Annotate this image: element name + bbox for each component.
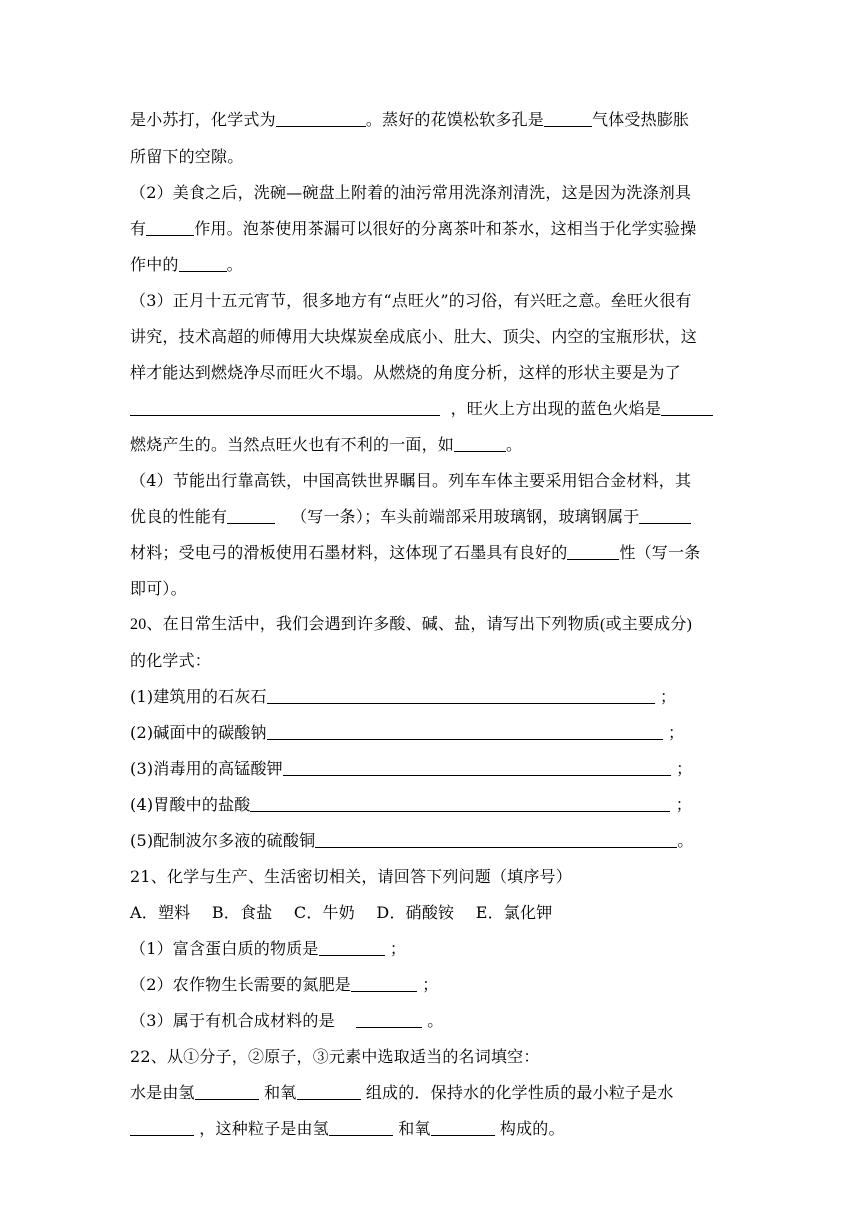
- answer-blank[interactable]: [454, 435, 506, 452]
- answer-blank[interactable]: [297, 1083, 361, 1100]
- answer-blank[interactable]: [267, 723, 663, 740]
- q19-text: 样才能达到燃烧净尽而旺火不塌。从燃烧的角度分析，这样的形状主要是为了: [130, 363, 681, 382]
- q20-item-end: 。: [677, 831, 694, 850]
- q19-text: 是小苏打，化学式为: [130, 110, 276, 129]
- answer-blank[interactable]: [283, 759, 671, 776]
- q20-item-4: [130, 794, 740, 816]
- q20-item-2: [130, 722, 740, 744]
- q21-sub-3: [130, 1010, 740, 1032]
- q22-text: 构成的。: [499, 1119, 565, 1138]
- answer-blank[interactable]: [227, 507, 275, 524]
- q19-part4-line-2: [130, 506, 740, 528]
- q20-item-end: ；: [675, 795, 692, 814]
- q20-item-label: (3)消毒用的高锰酸钾: [130, 759, 283, 778]
- answer-blank[interactable]: [276, 110, 366, 127]
- q20-title-line-2: [130, 650, 740, 672]
- q19-line-2: [130, 146, 740, 168]
- q22-title: [130, 1046, 740, 1068]
- q21-sub-2: [130, 974, 740, 996]
- q20-item-end: ；: [659, 687, 677, 706]
- q19-part3-line-2: [130, 326, 740, 348]
- q19-part2-line-2: [130, 218, 740, 240]
- q20-item-label: (4)胃酸中的盐酸: [130, 795, 251, 814]
- q20-item-label: (5)配制波尔多液的硫酸铜: [130, 831, 316, 850]
- q22-line-1: [130, 1082, 740, 1104]
- q19-text: （写一条）；车头前端部采用玻璃钢，玻璃钢属于: [291, 507, 640, 526]
- q22-text: 组成的．保持水的化学性质的最小粒子是水: [365, 1083, 674, 1102]
- q21-text: （3）属于有机合成材料的是: [130, 1011, 335, 1030]
- q21-text: ；: [389, 939, 407, 958]
- q19-text: ，旺火上方出现的蓝色火焰是: [450, 399, 662, 418]
- q19-part3-line-3: [130, 362, 740, 384]
- q19-text: 优良的性能有: [130, 507, 228, 526]
- q19-text: 即可）。: [130, 579, 187, 598]
- answer-blank[interactable]: [315, 831, 677, 848]
- q22-text: 和氧: [398, 1119, 431, 1138]
- q19-text: 。: [506, 435, 523, 454]
- answer-blank[interactable]: [351, 975, 417, 992]
- q19-text: 。: [226, 255, 243, 274]
- q19-part3-line-4: [130, 398, 740, 420]
- q21-options-text: A．塑料 B．食盐 C．牛奶 D．硝酸铵 E．氯化钾: [130, 903, 553, 922]
- q20-text: 的化学式：: [130, 651, 212, 670]
- q19-text: （4）节能出行靠高铁，中国高铁世界瞩目。列车车体主要采用铝合金材料，其: [130, 471, 692, 490]
- answer-blank[interactable]: [267, 687, 655, 704]
- q19-text: 材料；受电弓的滑板使用石墨材料，这体现了石墨具有良好的: [130, 543, 568, 562]
- q19-part3-line-5: [130, 434, 740, 456]
- q19-text: （2）美食之后，洗碗—碗盘上附着的油污常用洗涤剂清洗，这是因为洗涤剂具: [130, 183, 692, 202]
- answer-blank[interactable]: [319, 939, 385, 956]
- q19-text: 作用。泡茶使用茶漏可以很好的分离茶叶和茶水，这相当于化学实验操: [194, 219, 697, 238]
- answer-blank[interactable]: [544, 110, 592, 127]
- q19-part4-line-3: [130, 542, 740, 564]
- q19-part4-line-1: [130, 470, 740, 492]
- q21-sub-1: [130, 938, 740, 960]
- q19-part2-line-1: [130, 182, 740, 204]
- q22-text: ，这种粒子是由氢: [199, 1119, 329, 1138]
- q19-text: 气体受热膨胀: [592, 110, 690, 129]
- answer-blank[interactable]: [431, 1119, 495, 1136]
- answer-blank[interactable]: [146, 219, 194, 236]
- q22-text: 22、从①分子，②原子，③元素中选取适当的名词填空：: [130, 1047, 540, 1066]
- answer-blank[interactable]: [567, 543, 619, 560]
- q22-text: 和氧: [264, 1083, 297, 1102]
- q21-text: （2）农作物生长需要的氮肥是: [130, 975, 351, 994]
- answer-blank[interactable]: [130, 399, 440, 416]
- answer-blank[interactable]: [661, 399, 713, 416]
- q19-part3-line-1: [130, 290, 740, 312]
- q19-text: （3）正月十五元宵节，很多地方有“点旺火”的习俗，有兴旺之意。垒旺火很有: [130, 291, 692, 310]
- q20-item-label: (2)碱面中的碳酸钠: [130, 723, 267, 742]
- q22-text: 水是由氢: [130, 1083, 195, 1102]
- q19-part4-line-4: [130, 578, 740, 600]
- q21-text: ；: [422, 975, 439, 994]
- q20-item-end: ；: [676, 759, 693, 778]
- q19-text: 燃烧产生的。当然点旺火也有不利的一面，如: [130, 435, 455, 454]
- q21-text: （1）富含蛋白质的物质是: [130, 939, 319, 958]
- answer-blank[interactable]: [250, 795, 670, 812]
- answer-blank[interactable]: [195, 1083, 259, 1100]
- q19-text: 有: [130, 219, 147, 238]
- q19-text: 性（写一条: [619, 543, 701, 562]
- q20-item-3: [130, 758, 740, 780]
- answer-blank[interactable]: [179, 255, 227, 272]
- q19-text: 讲究，技术高超的师傅用大块煤炭垒成底小、肚大、顶尖、内空的宝瓶形状，这: [130, 327, 698, 346]
- q20-item-1: [130, 686, 740, 708]
- q21-title: [130, 866, 740, 888]
- answer-blank[interactable]: [130, 1119, 194, 1136]
- q19-text: 所留下的空隙。: [130, 147, 244, 166]
- q20-item-5: [130, 830, 740, 852]
- q19-text: 作中的: [130, 255, 179, 274]
- answer-blank[interactable]: [356, 1011, 422, 1028]
- q21-options: [130, 902, 740, 924]
- q20-item-label: (1)建筑用的石灰石: [130, 687, 267, 706]
- q19-line-1: [130, 109, 740, 131]
- q21-text: 。: [427, 1011, 444, 1030]
- q19-text: 。蒸好的花馍松软多孔是: [365, 110, 545, 129]
- q20-title: [130, 614, 740, 636]
- q20-text: 20、在日常生活中，我们会遇到许多酸、碱、盐，请写出下列物质(或主要成分): [130, 616, 693, 633]
- q21-text: 21、化学与生产、生活密切相关，请回答下列问题（填序号）: [130, 867, 572, 886]
- q20-item-end: ；: [667, 723, 685, 742]
- answer-blank[interactable]: [329, 1119, 393, 1136]
- q19-part2-line-3: [130, 254, 740, 276]
- answer-blank[interactable]: [639, 507, 691, 524]
- q22-line-2: [130, 1118, 740, 1140]
